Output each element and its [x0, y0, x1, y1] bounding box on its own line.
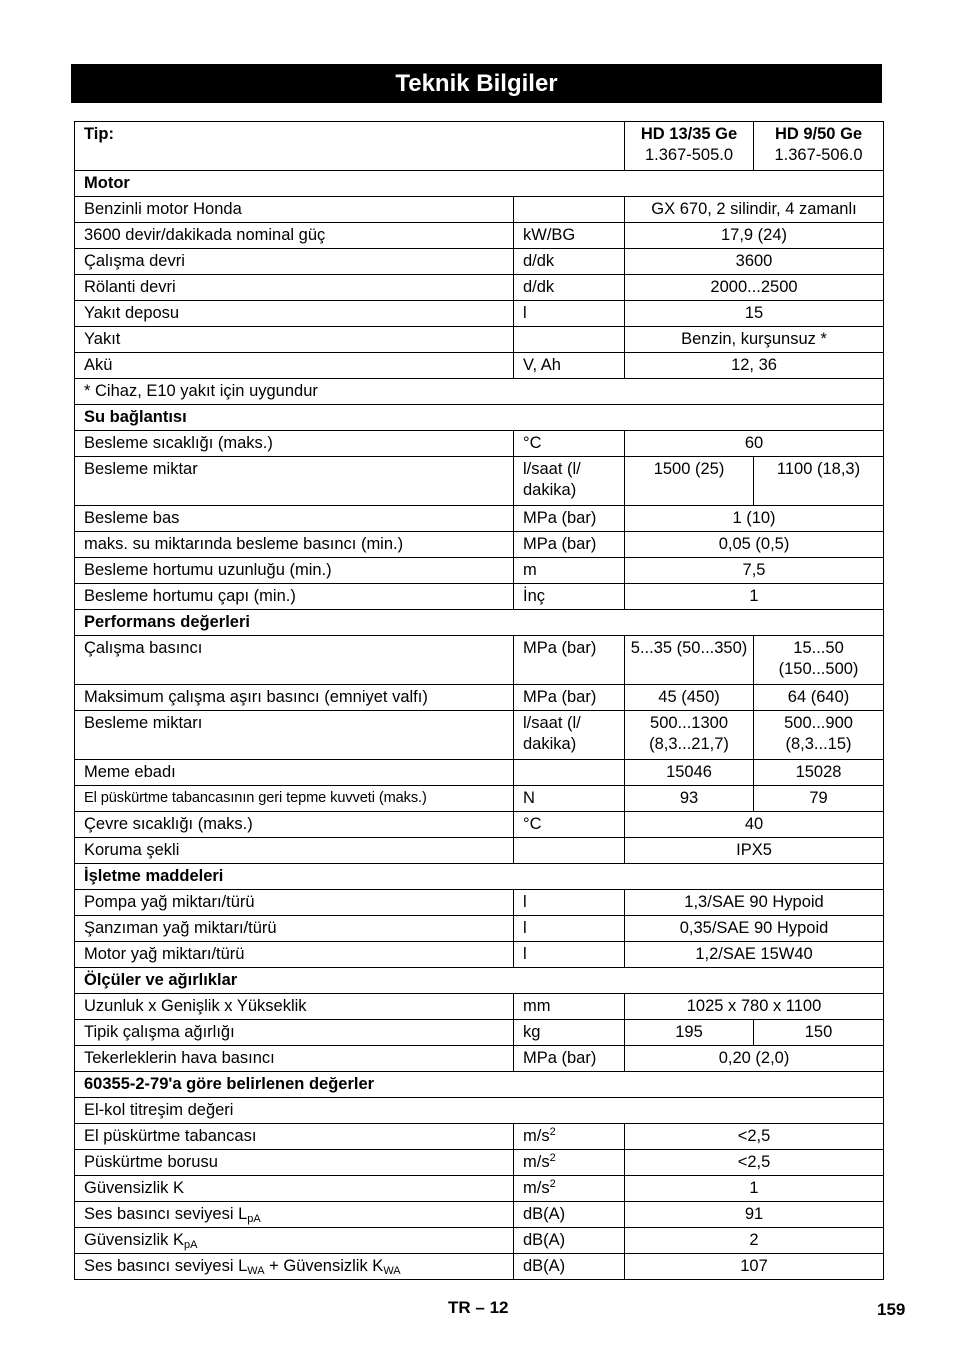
- type-label: Tip:: [75, 122, 625, 171]
- type-row: [75, 122, 884, 171]
- table-row: Çalışma devri d/dk 3600: [75, 249, 884, 275]
- table-row: Ses basıncı seviyesi $L_{WA}$ + Güvensizlik $K_{WA}$ dB(A) 107: [75, 1254, 884, 1280]
- subheading-row: El-kol titreşim değeri: [75, 1098, 884, 1124]
- table-row: Güvensizlik K $m/s^2$ 1: [75, 1176, 884, 1202]
- table-row: Maksimum çalışma aşırı basıncı (emniyet valfı) MPa (bar) 45 (450) 64 (640): [75, 685, 884, 711]
- table-row: Ses basıncı seviyesi $L_{pA}$ dB(A) 91: [75, 1202, 884, 1228]
- section-heading: 60355-2-79'a göre belirlenen değerler: [75, 1072, 884, 1098]
- table-row: Besleme miktarı l/saat (l/ dakika) 500...1300 (8,3...21,7) 500...900 (8,3...15): [75, 711, 884, 760]
- technical-data-table: [74, 121, 884, 1280]
- table-row: Besleme hortumu uzunluğu (min.) m 7,5: [75, 558, 884, 584]
- section-heading: Performans değerleri: [75, 610, 884, 636]
- table-row: Akü V, Ah 12, 36: [75, 353, 884, 379]
- table-row: 3600 devir/dakikada nominal güç kW/BG 17,9 (24): [75, 223, 884, 249]
- footnote-row: * Cihaz, E10 yakıt için uygundur: [75, 379, 884, 405]
- table-row: Besleme hortumu çapı (min.) İnç 1: [75, 584, 884, 610]
- table-row: El püskürtme tabancası $m/s^2$ <2,5: [75, 1124, 884, 1150]
- table-row: Benzinli motor Honda GX 670, 2 silindir, 4 zamanlı: [75, 197, 884, 223]
- table-row: Pompa yağ miktarı/türü l 1,3/SAE 90 Hypoid: [75, 890, 884, 916]
- table-row: Çevre sıcaklığı (maks.) °C 40: [75, 812, 884, 838]
- model-1-name: HD 13/35 Ge: [640, 125, 738, 143]
- section-heading: Ölçüler ve ağırlıklar: [75, 968, 884, 994]
- table-row: Tekerleklerin hava basıncı MPa (bar) 0,20 (2,0): [75, 1046, 884, 1072]
- model-2-part: 1.367-506.0: [774, 146, 863, 164]
- section-heading: İşletme maddeleri: [75, 864, 884, 890]
- table-row: Meme ebadı 15046 15028: [75, 760, 884, 786]
- table-row: Şanzıman yağ miktarı/türü l 0,35/SAE 90 Hypoid: [75, 916, 884, 942]
- table-row: Güvensizlik $K_{pA}$ dB(A) 2: [75, 1228, 884, 1254]
- page-number: 159: [877, 1300, 906, 1319]
- table-row: El püskürtme tabancasının geri tepme kuvveti (maks.) N 93 79: [75, 786, 884, 812]
- table-row: Tipik çalışma ağırlığı kg 195 150: [75, 1020, 884, 1046]
- footer-language-page: TR – 12: [448, 1298, 509, 1317]
- page-title: Teknik Bilgiler: [71, 64, 882, 103]
- section-heading: Motor: [75, 171, 884, 197]
- section-heading: Su bağlantısı: [75, 405, 884, 431]
- table-row: maks. su miktarında besleme basıncı (min.) MPa (bar) 0,05 (0,5): [75, 532, 884, 558]
- model-2-name: HD 9/50 Ge: [774, 125, 863, 143]
- table-row: Koruma şekli IPX5: [75, 838, 884, 864]
- table-row: Motor yağ miktarı/türü l 1,2/SAE 15W40: [75, 942, 884, 968]
- table-row: Yakıt Benzin, kurşunsuz *: [75, 327, 884, 353]
- table-row: Uzunluk x Genişlik x Yükseklik mm 1025 x 780 x 1100: [75, 994, 884, 1020]
- table-row: Püskürtme borusu $m/s^2$ <2,5: [75, 1150, 884, 1176]
- model-2-cell: [754, 122, 884, 171]
- table-row: Rölanti devri d/dk 2000...2500: [75, 275, 884, 301]
- table-row: Yakıt deposu l 15: [75, 301, 884, 327]
- table-row: Besleme sıcaklığı (maks.) °C 60: [75, 431, 884, 457]
- model-1-cell: [625, 122, 754, 171]
- table-row: Besleme bas MPa (bar) 1 (10): [75, 506, 884, 532]
- table-row: Çalışma basıncı MPa (bar) 5...35 (50...350) 15...50 (150...500): [75, 636, 884, 685]
- table-row: Besleme miktar l/saat (l/ dakika) 1500 (25) 1100 (18,3): [75, 457, 884, 506]
- model-1-part: 1.367-505.0: [644, 146, 734, 164]
